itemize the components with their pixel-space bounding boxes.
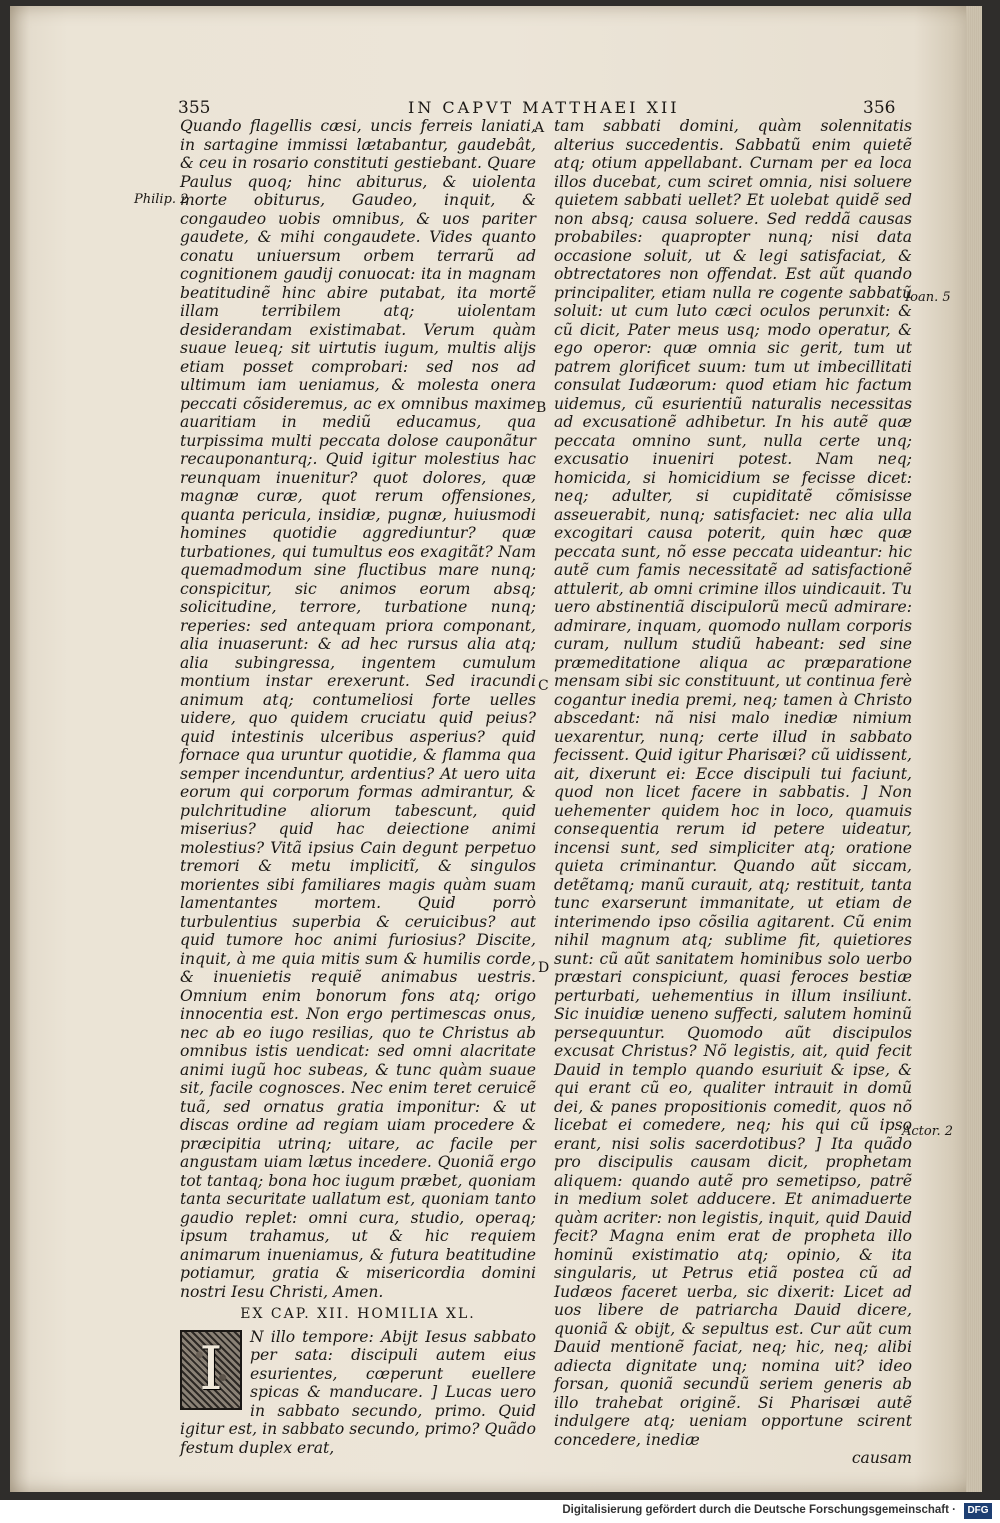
left-text-column: [180, 117, 536, 1457]
page-number-right: 356: [863, 98, 896, 118]
dfg-logo: DFG: [964, 1503, 992, 1519]
right-text-column: [554, 117, 912, 1468]
margin-note-ioan: Ioan. 5: [905, 290, 951, 305]
page-number-left: 355: [178, 98, 211, 118]
funding-footer: [0, 1500, 1000, 1523]
decorated-initial-letter: I: [199, 1334, 223, 1405]
decorated-initial: [180, 1330, 242, 1410]
running-title: IN CAPVT MATTHAEI XII: [408, 98, 680, 117]
homily-title: EX CAP. XII. HOMILIA XL.: [240, 1306, 476, 1322]
section-letter-d: D: [538, 960, 550, 976]
left-column-text: Quando flagellis cæsi, uncis ferreis laniati, in sartagine immissi lætabantur, gaudebât, & ceu in rosario constituti gestiebant. Quare Paulus quoq; hinc abiturus, & uiolenta morte obiturus, Gaudeo, inquit, & congaudeo uobis omnibus, & uos pariter gaudete, & mihi congaudete. Vides quanto conatu uniuersum orbem terrarũ ad cognitionem gaudij conuocat: ita in magnam beatitudinẽ hinc abire putabat, ita mortẽ illam terribilem atq; uiolentam desiderandam existimabat. Verum quàm suaue leueq; sit uirtutis iugum, multis alijs etiam posset comprobari: sed nos ad ultimum iam ueniamus, & molesta onera peccati cõsideremus, ac ex omnibus maxime auaritiam in mediũ educamus, qua turpissima multi peccata dolose cauponãtur recauponanturq;. Quid igitur molestius hac reunquam inuenitur? quot dolores, quæ magnæ curæ, quot rerum offensiones, quanta pericula, insidiæ, pugnæ, huiusmodi homines quotidie aggrediuntur? quæ turbationes, qui tumultus eos exagitãt? Nam quemadmodum sine fluctibus mare nunq; conspicitur, sic animos eorum absq; solicitudine, terrore, turbatione nunq; reperies: sed antequam priora componant, alia inuaserunt: & ad hec rursus alia atq; alia subingressa, ingentem cumulum montium instar erexerunt. Sed iracundi animum atq; contumeliosi forte uelles uidere, quo quidem cruciatu quid peius? quid intestinis ulceribus asperius? quid fornace qua uruntur quotidie, & flamma qua semper incenduntur, ardentius? At uero uita eorum qui corporum formas admirantur, & pulchritudine aliorum tabescunt, quid miserius? quid hac deiectione animi molestius? Vitã ipsius Cain degunt perpetuo tremori & metu implicitĩ, & singulos morientes sibi familiares magis quàm suam lamentantes mortem. Quid porrò turbulentius superbia & ceruicibus? aut quid tumore hoc animi furiosius? Discite, inquit, à me quia mitis sum & humilis corde, & inuenietis requiẽ animabus uestris. Omnium enim bonorum fons atq; origo innocentia est. Non ergo pertimescas onus, nec ab eo iugo resilias, quo te Christus ab omnibus istis uendicat: sed omni alacritate animi iugũ hoc subeas, & tunc quàm suaue sit, facile cognosces. Nec enim teret ceruicẽ tuã, sed ornatus gratia imponitur: & ut discas ordine ad regiam uiam procedere & præcipitia utrinq; uitare, ac facile per angustam uiam lætus incedere. Quoniã ergo tot tantaq; bona hoc iugum præbet, quoniam tanta securitate uallatum est, quoniam tanto gaudio replet: omni cura, studio, operaq; ipsum trahamus, ut & hic requiem animarum inueniamus, & futura beatitudine potiamur, gratia & misericordia domini nostri Iesu Christi, Amen.: [180, 117, 536, 1301]
funding-text: Digitalisierung gefördert durch die Deutsche Forschungsgemeinschaft ·: [562, 1504, 956, 1516]
margin-note-actor: Actor. 2: [902, 1124, 954, 1139]
right-column-text: tam sabbati domini, quàm solennitatis alterius succedentis. Sabbatũ enim quietẽ atq; otium appellabant. Curnam per ea loca illos ducebat, cum sciret omnia, nisi soluere quietem sabbati uellet? Et uolebat quidẽ sed non absq; causa soluere. Sed reddã causas probabiles: quapropter nunq; nisi data occasione soluit, ut & legi satisfaciat, & obtrectatores non offendat. Est aũt quando principaliter, etiam nulla re cogente sabbatũ soluit: ut cum luto cæci oculos perunxit: & cũ dicit, Pater meus usq; modo operatur, & ego operor: quæ omnia sic gerit, tum ut patrem glorificet suum: tum ut imbecillitati consulat Iudæorum: quod etiam hic factum uidemus, cũ esurientiũ naturalis necessitas ad excusationẽ adhibetur. In his autẽ quæ peccata omnino sunt, nulla certe unq; excusatio inueniri potest. Nam neq; homicida, si homicidium se fecisse dicet: neq; adulter, si cupiditatẽ cõmisisse asseuerabit, nunq; satisfaciet: nec alia ulla excogitari causa poterit, quin hæc quæ peccata sunt, nõ esse peccata uideantur: hic autẽ cum famis necessitatẽ ad satisfactionẽ attulerit, ab omni crimine illos uindicauit. Tu uero abstinentiã discipulorũ mecũ admirare: admirare, inquam, quomodo nullam corporis curam, nullum studiũ habeant: sed sine præmeditatione aliqua ac præparatione mensam sibi sic constituunt, ut continua ferè cogantur inedia premi, neq; tamen à Christo abscedant: nã nisi malo inediæ nimium uexarentur, nunq; certe illud in sabbato fecissent. Quid igitur Pharisæi? cũ uidissent, ait, dixerunt ei: Ecce discipuli tui faciunt, quod non licet facere in sabbatis. ] Non uehementer quidem hoc in loco, quamuis consequentia rerum id petere uideatur, incensi sunt, sed simpliciter atq; oratione quieta criminantur. Quando aũt siccam, detẽtamq; manũ curauit, atq; restituit, tanta tunc exarserunt immanitate, ut etiam de interimendo ipso cõsilia agitarent. Cũ enim nihil magnum atq; sublime fit, quietiores sunt: cũ aũt sanitatem hominibus solo uerbo præstari conspiciunt, quasi feroces bestiæ perturbati, uehementius in illum insiliunt. Sic inuidiæ ueneno suffecti, salutem hominũ persequuntur. Quomodo aũt discipulos excusat Christus? Nõ legistis, ait, quid fecit Dauid in templo quando esuriuit & ipse, & qui erant cũ eo, qualiter intrauit in domũ dei, & panes propositionis comedit, quos nõ licebat ei comedere, neq; his qui cũ ipso erant, nisi solis sacerdotibus? ] Ita quãdo pro discipulis causam dicit, prophetam aliquem: quando autẽ pro semetipso, patrẽ in medium solet adducere. Et animaduerte quàm acriter: non legistis, inquit, quid Dauid fecit? Magna enim erat de propheta illo hominũ existimatio atq; opinio, & ita singularis, ut Petrus etiã postea cũ ad Iudæos faceret uerba, sic dixerit: Licet ad uos libere de patriarcha Dauid dicere, quoniã & obijt, & sepultus est. Cur aũt cum Dauid mentionẽ faciat, neq; hic, neq; alibi adiecta dignitate unq; nomina uit? ideo forsan, quoniã secundũ seriem generis ab illo trahebat originẽ. Si Pharisæi autẽ indulgere atq; ueniam opportune scirent concedere, inediæ: [554, 117, 912, 1449]
book-page: [10, 6, 982, 1492]
homily-text: N illo tempore: Abijt Iesus sabbato per sata: discipuli autem eius esurientes, cœperunt euellere spicas & manducare. ] Lucas uero in sabbato secundo, primo. Quid igitur est, in sabbato secundo, primo? Quãdo festum duplex erat,: [180, 1327, 536, 1457]
catchword: causam: [851, 1449, 912, 1467]
margin-note-philip: Philip. 2: [134, 192, 189, 207]
page-fore-edge: [966, 6, 982, 1492]
section-letter-b: B: [536, 400, 547, 416]
section-letter-c: C: [538, 678, 549, 694]
section-letter-a: A: [534, 120, 545, 136]
